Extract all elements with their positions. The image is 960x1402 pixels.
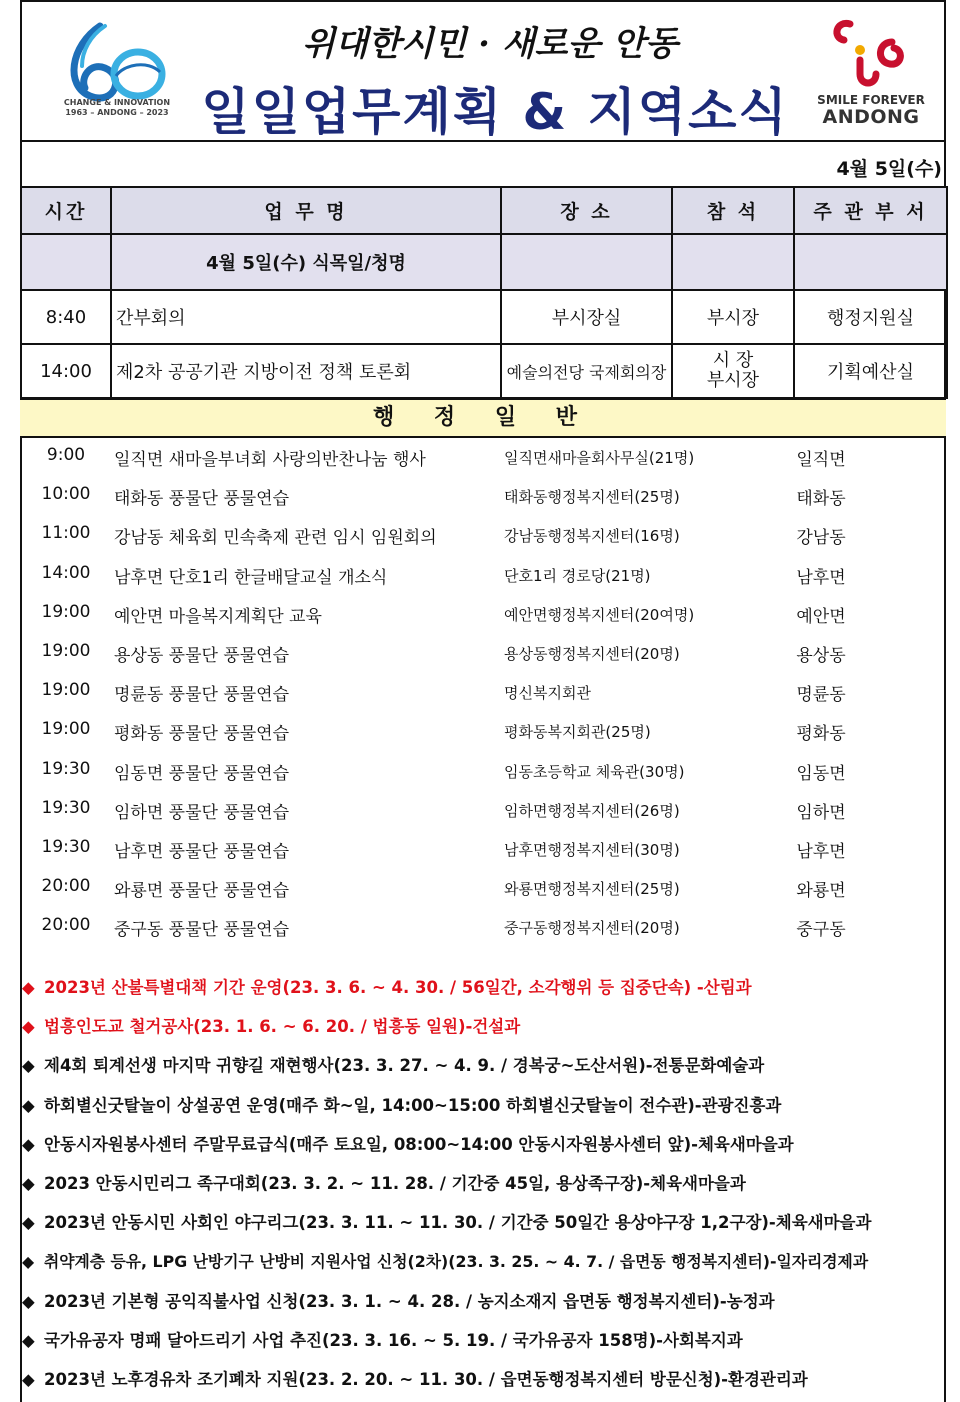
admin-place: 와룡면행정복지센터(25명) xyxy=(504,880,680,899)
notice-item xyxy=(22,1164,944,1203)
holiday-label: 4월 5일(수) 식목일/청명 xyxy=(111,234,501,290)
admin-place: 임동초등학교 체육관(30명) xyxy=(504,762,685,781)
notice-text: 법흥인도교 철거공사(23. 1. 6. ~ 6. 20. / 법흥동 일원)-건설과 xyxy=(44,1017,521,1037)
admin-place: 예안면행정복지센터(20여명) xyxy=(504,605,695,624)
header-task: 업 무 명 xyxy=(111,187,501,234)
admin-time: 9:00 xyxy=(46,445,86,465)
event-time: 8:40 xyxy=(21,290,111,344)
admin-dept: 임동면 xyxy=(796,763,846,784)
admin-time: 19:00 xyxy=(41,680,91,701)
list-item xyxy=(22,633,944,672)
list-item xyxy=(22,711,944,750)
list-item xyxy=(22,829,944,868)
notice-item xyxy=(22,1007,944,1046)
date-row xyxy=(20,140,946,186)
admin-dept: 용상동 xyxy=(796,645,846,666)
admin-name: 중구동 풍물단 풍물연습 xyxy=(114,920,290,941)
admin-name: 예안면 마을복지계획단 교육 xyxy=(114,606,322,627)
event-task: 간부회의 xyxy=(111,290,501,344)
logo-caption-line-2: 1963 – ANDONG – 2023 xyxy=(65,108,169,117)
admin-name: 일직면 새마을부녀회 사랑의반찬나눔 행사 xyxy=(114,450,426,470)
admin-dept: 강남동 xyxy=(796,528,846,549)
admin-name: 용상동 풍물단 풍물연습 xyxy=(114,645,290,666)
admin-schedule-list xyxy=(22,437,944,946)
admin-dept: 중구동 xyxy=(796,920,846,941)
diamond-bullet-icon: ◆ xyxy=(22,1095,35,1115)
subheader-blank xyxy=(672,234,794,290)
header-time: 시간 xyxy=(21,187,111,234)
admin-time: 19:00 xyxy=(41,640,91,661)
notice-text: 2023년 기본형 공익직불사업 신청(23. 3. 1. ~ 4. 28. / 농지소재지 읍면동 행정복지센터)-농정과 xyxy=(44,1291,775,1311)
andong-logo-caption-2: ANDONG xyxy=(822,106,920,128)
notice-text: 2023년 산불특별대책 기간 운영(23. 3. 6. ~ 4. 30. / 56일간, 소각행위 등 집중단속) -산림과 xyxy=(44,978,752,997)
notice-item xyxy=(22,1242,944,1281)
event-place: 예술의전당 국제회의장 xyxy=(501,344,672,398)
slogan: 위대한시민 · 새로운 안동 xyxy=(302,24,678,64)
header-dept: 주 관 부 서 xyxy=(794,187,947,234)
admin-name: 임하면 풍물단 풍물연습 xyxy=(114,802,290,823)
admin-place: 임하면행정복지센터(26명) xyxy=(504,801,680,820)
admin-time: 19:00 xyxy=(41,719,91,740)
admin-dept: 일직면 xyxy=(796,450,846,470)
notice-text: 제4회 퇴계선생 마지막 귀향길 재현행사(23. 3. 27. ~ 4. 9. / 경복궁~도산서원)-전통문화예술과 xyxy=(44,1056,765,1076)
admin-place: 남후면행정복지센터(30명) xyxy=(504,840,680,859)
diamond-bullet-icon: ◆ xyxy=(22,1369,35,1389)
list-item xyxy=(22,594,944,633)
event-time: 14:00 xyxy=(21,344,111,398)
admin-time: 19:00 xyxy=(41,601,91,622)
andong-logo-caption-1: SMILE FOREVER xyxy=(817,93,925,107)
notice-item xyxy=(22,1282,944,1321)
admin-name: 강남동 체육회 민속축제 관련 임시 임원회의 xyxy=(114,528,437,549)
list-item xyxy=(22,907,944,946)
notice-text: 2023년 노후경유차 조기폐차 지원(23. 2. 20. ~ 11. 30. / 읍면동행정복지센터 방문신청)-환경관리과 xyxy=(44,1369,808,1389)
admin-time: 14:00 xyxy=(41,562,91,583)
admin-time: 11:00 xyxy=(41,523,91,544)
admin-dept: 예안면 xyxy=(796,606,846,627)
notice-list xyxy=(22,968,944,1399)
admin-place: 태화동행정복지센터(25명) xyxy=(504,488,680,507)
diamond-bullet-icon: ◆ xyxy=(22,1173,35,1193)
admin-time: 20:00 xyxy=(41,915,91,936)
list-item xyxy=(22,437,944,476)
diamond-bullet-icon: ◆ xyxy=(22,1291,35,1311)
admin-dept: 태화동 xyxy=(796,489,846,510)
event-dept: 행정지원실 xyxy=(794,290,947,344)
subheader-blank xyxy=(21,234,111,290)
logo-caption-line-1: CHANGE & INNOVATION xyxy=(63,98,171,107)
admin-name: 임동면 풍물단 풍물연습 xyxy=(114,763,290,784)
admin-name: 와룡면 풍물단 풍물연습 xyxy=(114,881,290,902)
event-attend-line-1: 시 장 xyxy=(712,350,754,371)
admin-time: 19:30 xyxy=(41,758,91,779)
list-item xyxy=(22,555,944,594)
notice-item xyxy=(22,1321,944,1360)
list-item xyxy=(22,868,944,907)
admin-time: 19:30 xyxy=(41,836,91,857)
list-item xyxy=(22,476,944,515)
admin-name: 남후면 단호1리 한글배달교실 개소식 xyxy=(114,567,388,588)
notice-item xyxy=(22,1125,944,1164)
andong-city-logo-icon xyxy=(810,12,930,92)
event-attend xyxy=(672,344,794,398)
page-header xyxy=(20,0,946,140)
diamond-bullet-icon: ◆ xyxy=(22,1017,35,1037)
admin-name: 평화동 풍물단 풍물연습 xyxy=(114,724,290,745)
notice-item xyxy=(22,968,944,1007)
notice-item xyxy=(22,1360,944,1399)
admin-place: 일직면새마을회사무실(21명) xyxy=(504,449,695,467)
admin-dept: 남후면 xyxy=(796,567,846,588)
admin-name: 태화동 풍물단 풍물연습 xyxy=(114,489,290,510)
page-title: 일일업무계획 & 지역소식 xyxy=(201,83,789,141)
diamond-bullet-icon: ◆ xyxy=(22,1213,35,1233)
notice-text: 국가유공자 명패 달아드리기 사업 추진(23. 3. 16. ~ 5. 19. / 국가유공자 158명)-사회복지과 xyxy=(44,1330,743,1350)
subheader-blank xyxy=(794,234,947,290)
diamond-bullet-icon: ◆ xyxy=(22,1134,35,1154)
diamond-bullet-icon: ◆ xyxy=(22,1252,35,1272)
admin-dept: 남후면 xyxy=(796,841,846,862)
admin-name: 명륜동 풍물단 풍물연습 xyxy=(114,685,290,706)
schedule-header-row xyxy=(21,187,947,234)
event-dept: 기획예산실 xyxy=(794,344,947,398)
report-date: 4월 5일(수) xyxy=(836,158,942,180)
diamond-bullet-icon: ◆ xyxy=(22,1330,35,1350)
admin-time: 20:00 xyxy=(41,876,91,897)
admin-time: 19:30 xyxy=(41,797,91,818)
notice-text: 2023년 안동시민 사회인 야구리그(23. 3. 11. ~ 11. 30. / 기간중 50일간 용상야구장 1,2구장)-체육새마을과 xyxy=(44,1213,872,1233)
list-item xyxy=(22,790,944,829)
admin-place: 중구동행정복지센터(20명) xyxy=(504,919,680,938)
event-task: 제2차 공공기관 지방이전 정책 토론회 xyxy=(111,344,501,398)
list-item xyxy=(22,751,944,790)
admin-place: 용상동행정복지센터(20명) xyxy=(504,644,680,663)
header-place: 장 소 xyxy=(501,187,672,234)
header-attend: 참 석 xyxy=(672,187,794,234)
notice-text: 취약계층 등유, LPG 난방기구 난방비 지원사업 신청(2차)(23. 3. 25. ~ 4. 7. / 읍면동 행정복지센터)-일자리경제과 xyxy=(44,1252,869,1272)
subheader-blank xyxy=(501,234,672,290)
admin-dept: 평화동 xyxy=(796,724,846,745)
notice-text: 2023 안동시민리그 족구대회(23. 3. 2. ~ 11. 28. / 기간중 45일, 용상족구장)-체육새마을과 xyxy=(44,1173,746,1193)
event-attend: 부시장 xyxy=(672,290,794,344)
admin-place: 명신복지회관 xyxy=(504,684,591,703)
list-item xyxy=(22,515,944,554)
anniversary-logo-caption xyxy=(42,98,192,118)
diamond-bullet-icon: ◆ xyxy=(22,978,35,997)
notice-item xyxy=(22,1046,944,1085)
event-attend-line-2: 부시장 xyxy=(706,370,760,391)
admin-place: 단호1리 경로당(21명) xyxy=(504,566,651,585)
admin-name: 남후면 풍물단 풍물연습 xyxy=(114,841,290,862)
admin-place: 평화동복지회관(25명) xyxy=(504,723,651,742)
admin-place: 강남동행정복지센터(16명) xyxy=(504,527,680,546)
notice-text: 안동시자원봉사센터 주말무료급식(매주 토요일, 08:00~14:00 안동시자원봉사센터 앞)-체육새마을과 xyxy=(44,1134,794,1154)
notice-text: 하회별신굿탈놀이 상설공연 운영(매주 화~일, 14:00~15:00 하회별신굿탈놀이 전수관)-관광진흥과 xyxy=(44,1095,782,1115)
section-title: 행 정 일 반 xyxy=(20,398,946,438)
admin-time: 10:00 xyxy=(41,484,91,505)
schedule-date-row xyxy=(21,234,947,290)
notice-item xyxy=(22,1203,944,1242)
table-row xyxy=(21,344,947,398)
event-place: 부시장실 xyxy=(501,290,672,344)
admin-dept: 임하면 xyxy=(796,802,846,823)
schedule-table xyxy=(20,186,948,399)
diamond-bullet-icon: ◆ xyxy=(22,1056,35,1076)
admin-dept: 와룡면 xyxy=(796,881,846,902)
list-item xyxy=(22,672,944,711)
table-row xyxy=(21,290,947,344)
admin-dept: 명륜동 xyxy=(796,685,846,706)
notice-item xyxy=(22,1086,944,1125)
